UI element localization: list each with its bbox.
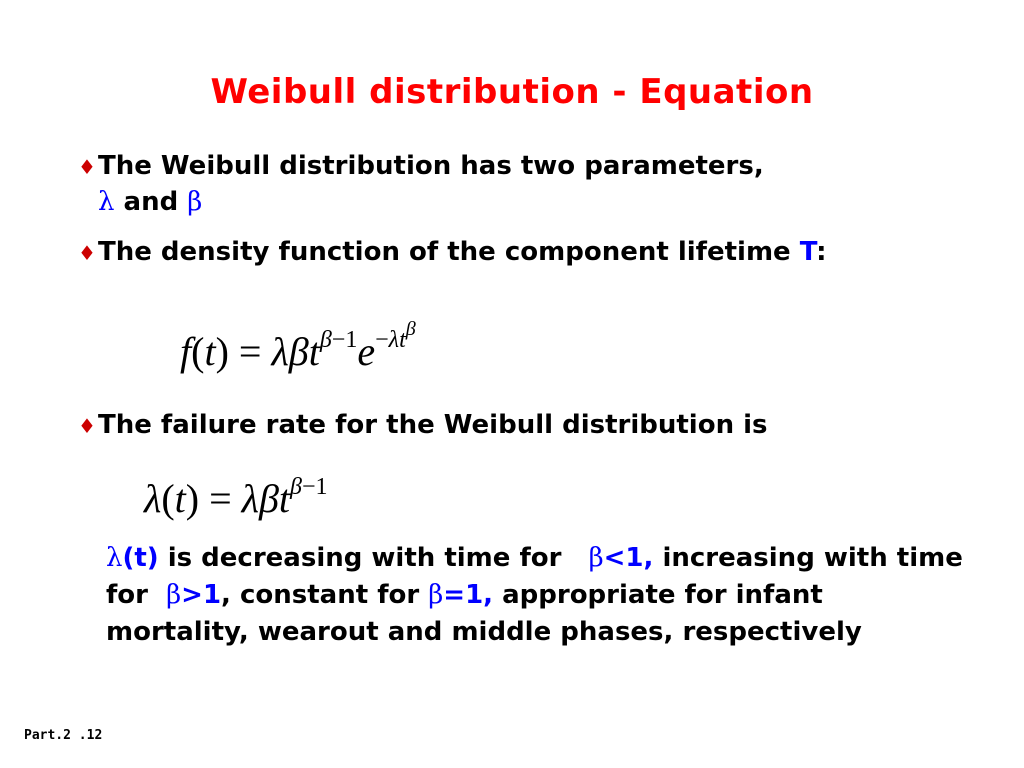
failure-rate-explanation bbox=[106, 540, 966, 651]
eq-exp2-minus: − bbox=[375, 327, 389, 353]
bullet-parameters-text bbox=[98, 148, 764, 220]
para-c2: >1 bbox=[181, 580, 222, 610]
para-beta3: β bbox=[428, 580, 444, 610]
and-word: and bbox=[123, 187, 179, 217]
eq-rparen: ) bbox=[215, 329, 229, 374]
eq-t: t bbox=[204, 329, 216, 374]
fr-beta: β bbox=[259, 476, 279, 521]
eq-exponent2 bbox=[375, 318, 416, 353]
density-equation bbox=[180, 318, 416, 375]
para-s4: appropriate for infant mortality, wearout and middle phases, respectively bbox=[106, 580, 862, 647]
para-s3: , constant for bbox=[221, 580, 429, 610]
slide-footer: Part.2 .12 bbox=[24, 728, 103, 743]
fr-t2: t bbox=[278, 476, 291, 521]
diamond-bullet-icon: ♦ bbox=[78, 414, 96, 438]
para-s2: increasing with time for bbox=[106, 543, 963, 610]
bullet-failure-rate-text: The failure rate for the Weibull distribution is bbox=[98, 410, 768, 440]
bullet-failure-rate bbox=[78, 407, 768, 444]
fr-exp-beta: β bbox=[290, 474, 302, 500]
eq-exp2-t: t bbox=[399, 327, 406, 353]
diamond-bullet-icon: ♦ bbox=[78, 155, 96, 179]
fr-lambda: λ bbox=[144, 476, 162, 521]
eq-exp-minus1: −1 bbox=[331, 327, 358, 353]
eq-f: f bbox=[180, 329, 192, 374]
lambda-symbol: λ bbox=[98, 187, 115, 217]
para-beta1: β bbox=[588, 543, 604, 573]
eq-exp-beta: β bbox=[319, 327, 332, 353]
eq-exponent bbox=[320, 327, 358, 353]
bullet-density bbox=[78, 234, 826, 271]
eq-e: e bbox=[357, 329, 376, 374]
bullet-parameters-line1: The Weibull distribution has two parameters, bbox=[98, 151, 764, 181]
eq-lparen: ( bbox=[191, 329, 205, 374]
colon: : bbox=[816, 237, 827, 267]
eq-equals: = bbox=[238, 329, 262, 374]
slide-title: Weibull distribution - Equation bbox=[210, 72, 814, 112]
para-lambda: λ bbox=[106, 543, 123, 573]
lifetime-variable: T bbox=[799, 237, 817, 267]
fr-exponent bbox=[290, 474, 328, 500]
fr-lparen: ( bbox=[161, 476, 175, 521]
fr-exp-minus1: −1 bbox=[302, 474, 328, 500]
para-s1: is decreasing with time for bbox=[158, 543, 571, 573]
fr-lambda2: λ bbox=[241, 476, 259, 521]
eq-exp2-lambda: λ bbox=[388, 327, 400, 353]
fr-equals: = bbox=[209, 476, 232, 521]
bullet-density-text bbox=[98, 234, 826, 270]
bullet-density-label: The density function of the component lifetime bbox=[98, 237, 791, 267]
fr-rparen: ) bbox=[185, 476, 200, 521]
para-c1: <1, bbox=[603, 543, 654, 573]
failure-rate-equation bbox=[144, 474, 328, 522]
eq-exp2-beta: β bbox=[405, 318, 416, 340]
eq-lambda: λ bbox=[271, 329, 289, 374]
para-t: (t) bbox=[122, 543, 159, 573]
eq-beta: β bbox=[288, 329, 309, 374]
bullet-parameters bbox=[78, 148, 764, 220]
para-beta2: β bbox=[166, 580, 182, 610]
fr-t: t bbox=[174, 476, 186, 521]
para-c3: =1, bbox=[443, 580, 494, 610]
beta-symbol: β bbox=[187, 187, 203, 217]
eq-t2: t bbox=[308, 329, 320, 374]
diamond-bullet-icon: ♦ bbox=[78, 241, 96, 265]
